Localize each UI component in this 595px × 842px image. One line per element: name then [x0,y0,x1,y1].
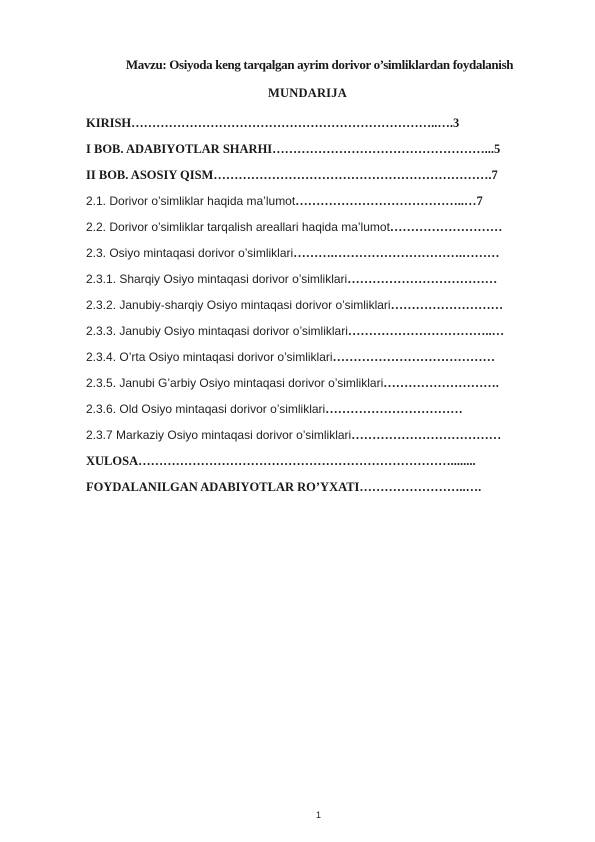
toc-entry [86,348,556,374]
toc-leader: …………………………………..… [295,194,477,208]
toc-entry-title: FOYDALANILGAN ADABIYOTLAR RO’YXATI [86,480,360,494]
toc-entry-title: 2.3. Osiyo mintaqasi dorivor o’simliklari [86,246,294,260]
toc-entry [86,322,556,348]
toc-leader: ………………………. [383,376,499,390]
toc-leader: ……………………… [390,298,504,312]
toc-leader: …………………………………………………………. [213,168,492,182]
toc-entry [86,400,556,426]
toc-entry [86,270,556,296]
toc-entry-title: 2.3.4. O’rta Osiyo mintaqasi dorivor o’simliklari [86,350,333,364]
toc-leader: …………………………… [325,402,463,416]
toc-entry [86,452,556,478]
toc-leader: ……………………………… [347,272,498,286]
toc-entry [86,296,556,322]
toc-entry [86,426,556,452]
toc-entry [86,374,556,400]
toc-entry [86,114,556,140]
toc-entry-title: I BOB. ADABIYOTLAR SHARHI [86,142,273,156]
toc-leader: ……………………………………………. [272,142,488,156]
toc-entry-title: 2.3.6. Old Osiyo mintaqasi dorivor o’simliklari [86,402,326,416]
toc-entry [86,478,556,504]
table-of-contents [86,114,556,504]
toc-leader: ……………………………… [351,428,502,442]
toc-entry-title: 2.3.7 Markaziy Osiyo mintaqasi dorivor o’simliklari [86,428,352,442]
topic-title: Mavzu: Osiyoda keng tarqalgan ayrim dorivor o’simliklardan foydalanish [125,57,514,72]
toc-entry-title: 2.3.2. Janubiy-sharqiy Osiyo mintaqasi dorivor o’simliklari [86,298,391,312]
toc-page-number: 7 [476,194,483,208]
toc-entry [86,192,556,218]
toc-entry [86,140,556,166]
toc-leader: ………………………………… [332,350,496,364]
toc-entry-title: XULOSA [86,454,139,468]
toc-leader: ……………………………..… [347,324,505,338]
toc-heading: MUNDARIJA [268,86,347,100]
toc-entry-title: 2.3.1. Sharqiy Osiyo mintaqasi dorivor o’simliklari [86,272,348,286]
toc-leader: ……………………… [389,220,503,234]
page-number: 1 [315,810,321,820]
toc-entry-title: 2.3.5. Janubi G’arbiy Osiyo mintaqasi dorivor o’simliklari [86,376,384,390]
toc-entry [86,244,556,270]
toc-entry [86,218,556,244]
toc-leader: ……….………………………….……… [293,246,500,260]
toc-page-number: 3 [453,116,460,130]
toc-entry-title: II BOB. ASOSIY QISM [86,168,214,182]
toc-leader: ………………………………………………………………..…. [131,116,454,130]
toc-entry-title: 2.2. Dorivor o’simliklar tarqalish areallari haqida ma’lumot [86,220,390,234]
toc-entry-title: 2.3.3. Janubiy Osiyo mintaqasi dorivor o’simliklari [86,324,348,338]
toc-page-number: 7 [491,168,498,182]
toc-entry [86,166,556,192]
toc-entry-title: KIRISH [86,116,132,130]
toc-leader: …………………………………………………………………........ [138,454,476,468]
toc-page-number: ..5 [487,142,501,156]
toc-entry-title: 2.1. Dorivor o’simliklar haqida ma’lumot [86,194,296,208]
toc-leader: ……………………..…. [359,480,482,494]
